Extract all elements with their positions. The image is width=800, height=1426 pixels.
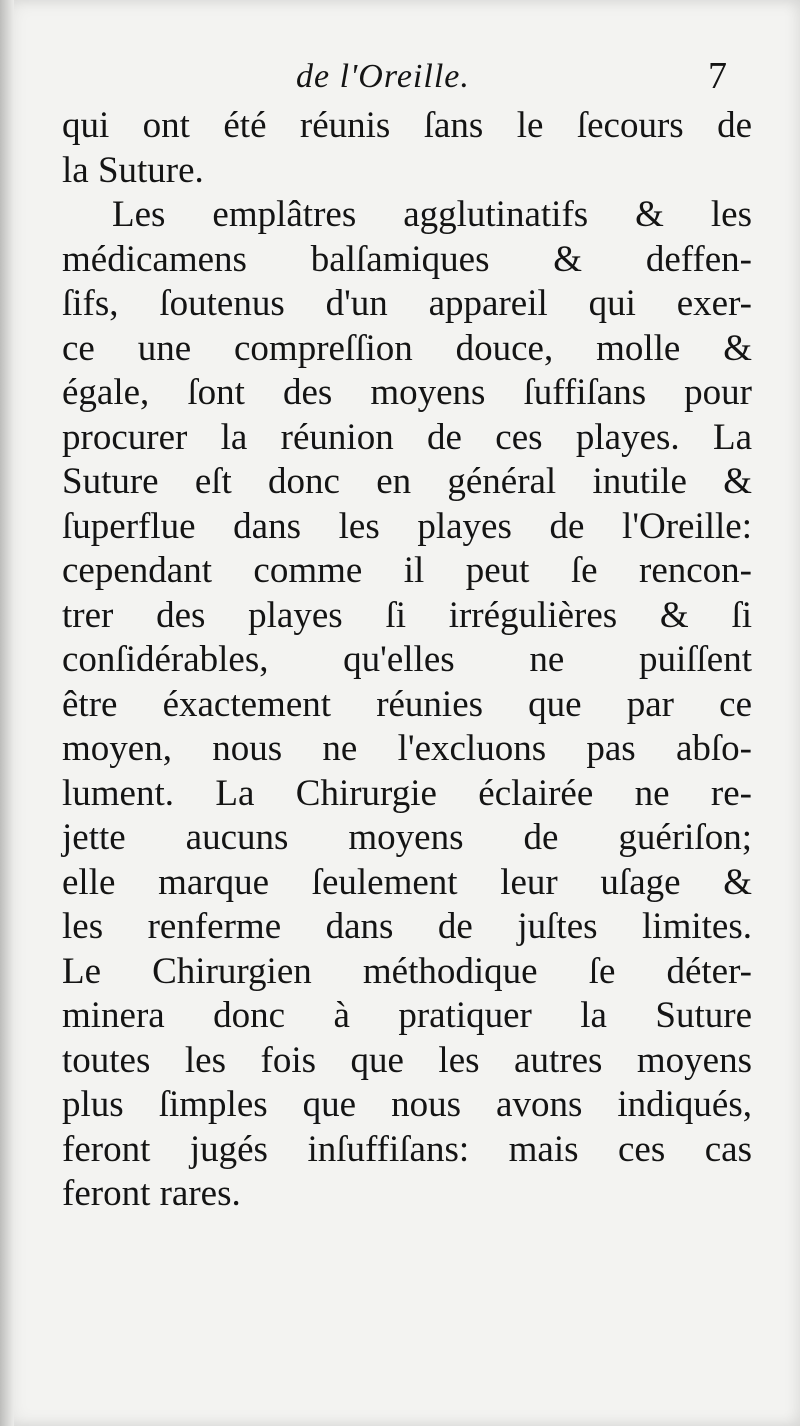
text-line: être éxactement réunies que par ce — [62, 683, 752, 725]
text-line: médicamens balſamiques & deffen- — [62, 238, 752, 280]
text-line: cependant comme il peut ſe rencon- — [62, 550, 752, 591]
text-line: moyen, nous ne l'excluons pas abſo- — [62, 728, 752, 769]
text-line: Suture eſt donc en général inutile & — [62, 461, 752, 502]
page-number: 7 — [708, 55, 727, 97]
text-line: conſidérables, qu'elles ne puiſſent — [62, 639, 752, 680]
text-line: ſuperflue dans les playes de l'Oreille: — [62, 505, 752, 547]
text-line: les renferme dans de juſtes limites. — [62, 906, 752, 947]
body-text — [62, 104, 752, 1217]
text-line: Le Chirurgien méthodique ſe déter- — [62, 950, 752, 992]
page-header — [0, 55, 800, 108]
text-line: feront jugés inſuffiſans: mais ces cas — [62, 1128, 752, 1170]
text-line: lument. La Chirurgie éclairée ne re- — [62, 772, 752, 814]
text-line: plus ſimples que nous avons indiqués, — [62, 1084, 752, 1125]
text-line: feront rares. — [62, 1173, 241, 1214]
page-gutter-shadow — [0, 0, 14, 1426]
text-line: la Suture. — [62, 149, 204, 191]
text-line: ce une compreſſion douce, molle & — [62, 327, 752, 369]
text-line: égale, ſont des moyens ſuffiſans pour — [62, 372, 752, 413]
text-line: minera donc à pratiquer la Suture — [62, 995, 752, 1036]
text-line: jette aucuns moyens de guériſon; — [62, 817, 752, 858]
text-line: ſifs, ſoutenus d'un appareil qui exer- — [62, 283, 752, 324]
text-line: toutes les fois que les autres moyens — [62, 1039, 752, 1081]
text-line: qui ont été réunis ſans le ſecours de — [62, 105, 752, 146]
running-head: de l'Oreille. — [296, 58, 470, 95]
text-line: trer des playes ſi irrégulières & ſi — [62, 594, 752, 636]
text-line: elle marque ſeulement leur uſage & — [62, 861, 752, 903]
text-line: Les emplâtres agglutinatifs & les — [112, 194, 752, 235]
text-line: procurer la réunion de ces playes. La — [62, 416, 752, 458]
